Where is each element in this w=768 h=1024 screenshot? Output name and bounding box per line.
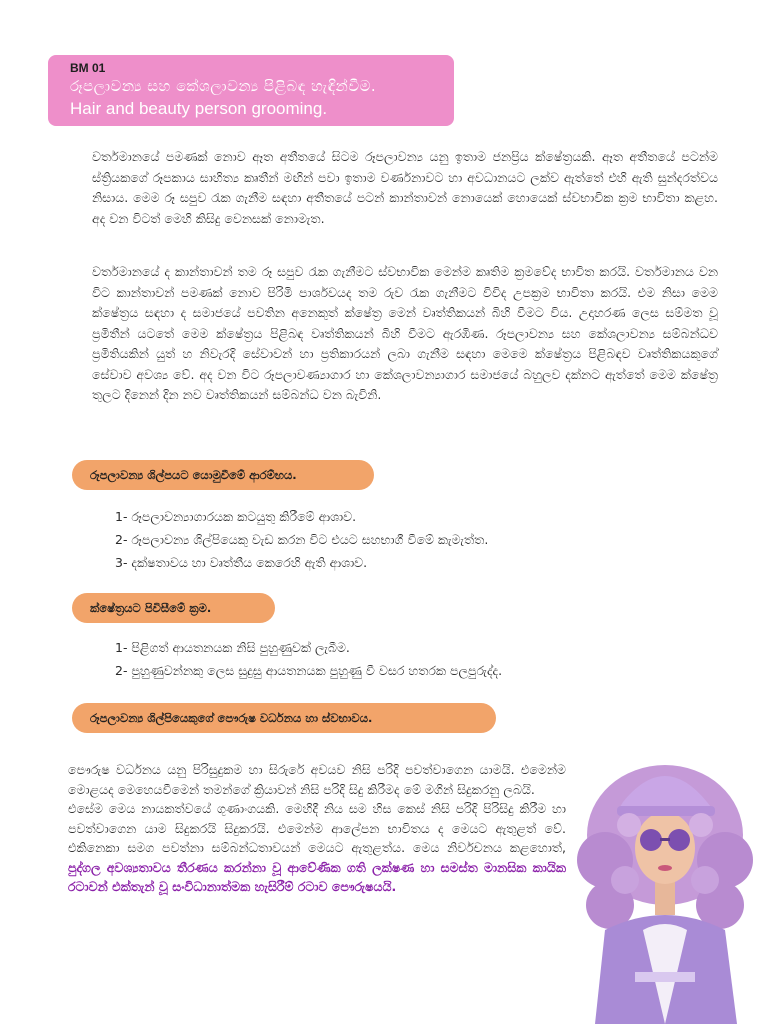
module-title-english: Hair and beauty person grooming. <box>70 99 328 118</box>
section-1-list <box>115 505 488 574</box>
intro-paragraph-2: වර්තමානයේ ද කාන්තාවන් තම රූ සපුව රැක ගැනීමට ස්වභාවික මෙන්ම කෘතිම ක්‍රමවේද භාවිත කරයි. වර්තමානය වන විට කාන්තාවන් පමණක් නොව පිරිමි පාර්ශවයද තම රුව රැක ගැනීමට විවිද උපක්‍රම භාවිතා කරයි. එම නිසා මෙම ක්ෂේත්‍රය සඳහා ද සමාජයේ පවතින අනෙකුත් ක්ෂේත්‍ර මෙන් වෘත්තිකයන් බිහි වීමට විය. උදාහරණ ලෙස සම්මත වූ ප්‍රමිතීන් යටතේ මෙම ක්ෂේත්‍රය පිළිබඳ වෘත්තිකයන් බිහි වීමට ඇරඹිණ. රූපලාවන්‍ය සහ කේශලාවන්‍ය සම්බන්ධව ප්‍රමිතියකින් යුත් හ නිවැරදි සේවාවන් හා ප්‍රතිකාරයන් ලබා ගැනීම සඳහා මෙමෙ ක්ෂේත්‍රය පිළිබඳව වෘත්තිකයකුගේ සේවාව අවශ්‍ය වේ. අද වන විට රූපලාවණ්‍යාගාර හා කේශලාවන්‍යාගාර සමාජයේ බහුලව දක්නට ඇත්තේ මෙම ක්ෂේත්‍ර තුලට දිනෙන් දින නව වෘත්තිකයන් සම්බන්ධ වන බැවිනි. <box>92 264 718 402</box>
list-item: 3- දක්ෂතාවය හා වෘත්තීය කෙරෙහි ඇති ආශාව. <box>115 555 368 570</box>
module-code: BM 01 <box>70 61 106 75</box>
personality-paragraph-b: එසේම මෙය නායකත්වයේ ගුණාංගයකි. මෙහිදී නිය සම හිස කෙස් නිසි පරිදි පිරිසිදු කිරීම හා පවත්වාගෙන යාම සිදුකරයි සිදුකරයි. එමෙන්ම ආලේපන භාවිතය ද මෙයට ඇතුළත් වේ. එකිනෙකා සමග පවත්නා සම්බන්ධතාවයන් මෙයට ඇතුළත්ය. මෙය නිර්වචනය කළහොත්, <box>68 801 566 855</box>
list-item: 2- රූපලාවන්‍ය ශිල්පියෙකු වැඩ කරන විට එයට සහභාගී වීමේ කැමැත්ත. <box>115 532 489 547</box>
personality-section-text <box>68 760 566 897</box>
module-title-sinhala: රූපලාවන්‍ය සහ කේශලාවන්‍ය පිළිබඳ හැඳින්වීම. <box>70 77 377 95</box>
list-item: 1- රූපලාවන්‍යාගාරයක කටයුතු කිරීමේ ආශාව. <box>115 509 357 524</box>
personality-paragraph-a: පෞරුෂ වර්ධනය යනු පිරිසුදුකම හා සිරුරේ අවයව නිසි පරිදි පවත්වාගෙන යාමයි. එමෙන්ම මොළයද මෙහෙයවීමෙන් තමන්ගේ ක්‍රියාවන් නිසි පරිදි සිදු කිරීමද මේ මගින් සිදුකරනු ලබයි. <box>68 762 566 797</box>
stylish-woman-illustration <box>565 740 765 1024</box>
section-heading-1: රූපලාවන්‍ය ශිල්පයට යොමුවීමේ ආරම්භය. <box>72 460 374 490</box>
section-heading-2: ක්ෂේත්‍රයට පිවිසීමේ ක්‍රම. <box>72 593 275 623</box>
personality-definition-highlight: පුද්ගල අවශ්‍යතාවය තීරණය කරන්නා වූ ආවේණික ගති ලක්ෂණ හා සමස්ත මානසික කායික රටාවන් එක්තැන් වූ සංවිධානාත්මක හැසිරීම් රටාව පෞරුෂයයි. <box>68 859 566 894</box>
list-item: 2- පුහුණුවන්නකු ලෙස සුදුසු ආයතනයක පුහුණු වී වසර හතරක පලපුරුද්ද. <box>115 663 503 678</box>
list-item: 1- පිළිගත් ආයතනයක නිසි පුහුණුවක් ලැබීම. <box>115 640 350 655</box>
section-2-list <box>115 636 502 682</box>
module-header <box>48 55 454 126</box>
intro-paragraph-1: වර්තමානයේ පමණක් නොව ඈත අතීතයේ සිටම රූපලාවන්‍ය යනු ඉතාම ජනප්‍රිය ක්ෂේත්‍රයකි. ඈත අතීතයේ පටන්ම ස්ත්‍රියකගේ රූපකාය සාහිත්‍ය කෘතීන් මඟින් පවා ඉතාම වර්ණනාවට හා අවධානයට ලක්ව ඇත්තේ එහි ඇති සුන්දරත්වය නිසාය. මෙම රූ සපුව රැක ගැනීම සඳහා අතීතයේ පටන් කාන්තාවන් නොයෙක් හොයෙක් ස්වභාවික ක්‍රම භාවිතා කළහ. අද වන විටත් මෙහි කිසිදු වෙනසක් නොමැත. <box>92 149 718 226</box>
section-heading-3: රූපලාවන්‍ය ශිල්පියෙකුගේ පෞරුෂ වර්ධනය හා ස්වභාවය. <box>72 703 496 733</box>
